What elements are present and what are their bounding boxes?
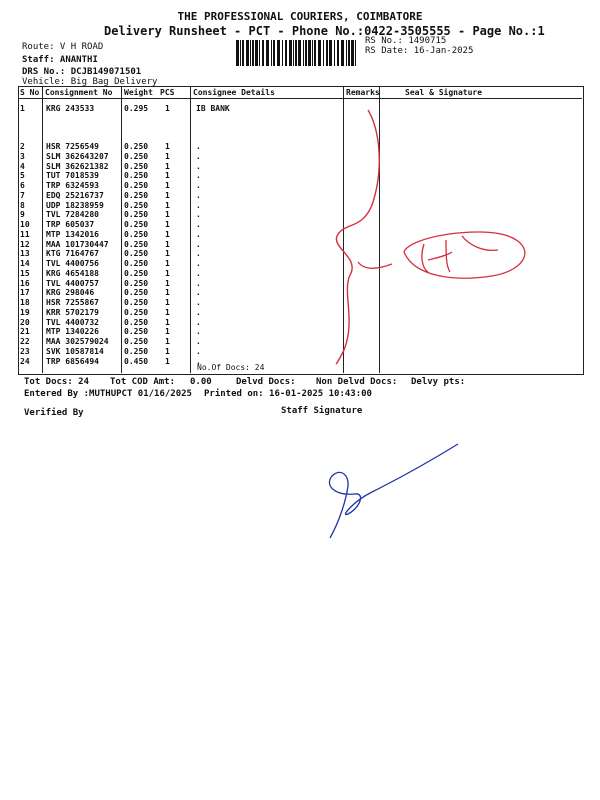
row-consignee-details: .	[196, 229, 201, 239]
row-consignment-no: KRR 5702179	[46, 307, 99, 317]
row-consignment-no: SLM 362621382	[46, 161, 109, 171]
row-consignee-details: .	[196, 220, 201, 229]
row-pcs: 1	[165, 220, 170, 229]
company-name: THE PROFESSIONAL COURIERS, COIMBATORE	[177, 10, 423, 23]
vehicle: Vehicle: Big Bag Delivery	[22, 77, 158, 87]
row-consignee-details: .	[196, 337, 201, 346]
row-weight: 0.250	[124, 142, 149, 151]
row-consignment-no: KRG 298046	[46, 288, 95, 298]
row-consignment-no: TRP 605037	[46, 220, 95, 229]
red-remark-arrow	[358, 262, 392, 268]
row-sno: 6	[20, 181, 25, 190]
col-header-pcs: PCS	[160, 88, 175, 97]
verified-by: Verified By	[24, 408, 84, 418]
row-consignment-no: TUT 7018539	[46, 171, 99, 181]
row-sno: 16	[20, 278, 30, 288]
row-sno: 2	[20, 142, 25, 151]
row-consignment-no: KTG 7164767	[46, 249, 99, 259]
row-weight: 0.250	[124, 337, 149, 346]
row-weight: 0.250	[124, 249, 149, 259]
row-pcs: 1	[165, 288, 170, 298]
route: Route: V H ROAD	[22, 42, 104, 52]
row-consignee-details: IB BANK	[196, 104, 230, 113]
row-weight: 0.250	[124, 259, 149, 268]
row-sno: 4	[20, 161, 25, 171]
row-weight: 0.295	[124, 104, 149, 113]
row-sno: 3	[20, 151, 25, 161]
row-pcs: 1	[165, 104, 170, 113]
staff-signature-label: Staff Signature	[281, 406, 363, 416]
row-consignee-details: .	[196, 268, 201, 278]
row-weight: 0.250	[124, 151, 149, 161]
row-consignment-no: MTP 1340226	[46, 327, 99, 337]
total-docs: Tot Docs: 24	[24, 377, 90, 387]
row-pcs: 1	[165, 151, 170, 161]
row-sno: 21	[20, 327, 30, 337]
row-sno: 13	[20, 249, 30, 259]
row-sno: 19	[20, 307, 30, 317]
row-consignee-details: .	[196, 190, 201, 200]
col-header-consignee: Consignee Details	[193, 88, 275, 97]
col-header-consignment: Consignment No	[45, 88, 113, 97]
rs-number: RS No.: 1490715	[365, 36, 447, 46]
row-pcs: 1	[165, 161, 170, 171]
row-sno: 20	[20, 317, 30, 327]
row-consignment-no: UDP 18238959	[46, 200, 104, 210]
row-consignee-details: .	[196, 317, 201, 327]
row-consignee-details: .	[196, 346, 201, 356]
drs-number: DRS No.: DCJB149071501	[22, 67, 142, 77]
row-pcs: 1	[165, 337, 170, 346]
row-consignee-details: .	[196, 151, 201, 161]
row-consignee-details: .	[196, 161, 201, 171]
non-delivered-docs: Non Delvd Docs:	[316, 377, 398, 387]
row-sno: 7	[20, 190, 25, 200]
row-consignment-no: TRP 6856494	[46, 356, 99, 366]
staff: Staff: ANANTHI	[22, 55, 98, 65]
row-consignee-details: .	[196, 298, 201, 307]
row-weight: 0.250	[124, 229, 149, 239]
printed-on: Printed on: 16-01-2025 10:43:00	[204, 389, 372, 399]
runsheet-title: Delivery Runsheet - PCT - Phone No.:0422-3505555 - Page No.:1	[104, 24, 545, 38]
row-weight: 0.250	[124, 288, 149, 298]
row-consignee-details: .	[196, 307, 201, 317]
row-consignee-details: .	[196, 142, 201, 151]
row-consignment-no: TVL 4400757	[46, 278, 99, 288]
no-of-docs: No.Of Docs: 24	[197, 363, 265, 372]
col-header-weight: Weight	[124, 88, 153, 97]
row-weight: 0.250	[124, 346, 149, 356]
row-pcs: 1	[165, 317, 170, 327]
row-consignment-no: SLM 362643207	[46, 151, 109, 161]
row-consignment-no: KRG 4654188	[46, 268, 99, 278]
row-pcs: 1	[165, 190, 170, 200]
red-remark-scribble	[336, 110, 379, 364]
row-sno: 12	[20, 239, 30, 249]
row-consignee-details: .	[196, 200, 201, 210]
row-weight: 0.250	[124, 278, 149, 288]
row-consignee-details: .	[196, 278, 201, 288]
row-sno: 17	[20, 288, 30, 298]
row-sno: 24	[20, 356, 30, 366]
row-pcs: 1	[165, 307, 170, 317]
row-consignee-details: .	[196, 171, 201, 181]
row-pcs: 1	[165, 268, 170, 278]
row-consignee-details: .	[196, 239, 201, 249]
row-pcs: 1	[165, 327, 170, 337]
row-sno: 8	[20, 200, 25, 210]
row-weight: 0.250	[124, 200, 149, 210]
row-pcs: 1	[165, 171, 170, 181]
delivered-docs: Delvd Docs:	[236, 377, 296, 387]
row-weight: 0.250	[124, 307, 149, 317]
row-consignee-details: .	[196, 327, 201, 337]
row-weight: 0.250	[124, 239, 149, 249]
row-consignee-details: .	[196, 259, 201, 268]
row-pcs: 1	[165, 346, 170, 356]
row-consignment-no: MAA 302579024	[46, 337, 109, 346]
row-consignment-no: HSR 7255867	[46, 298, 99, 307]
entered-by: Entered By :MUTHUPCT 01/16/2025	[24, 389, 192, 399]
row-weight: 0.250	[124, 268, 149, 278]
row-consignment-no: EDQ 25216737	[46, 190, 104, 200]
row-sno: 10	[20, 220, 30, 229]
row-sno: 9	[20, 210, 25, 220]
row-weight: 0.250	[124, 190, 149, 200]
row-consignee-details: .	[196, 249, 201, 259]
row-pcs: 1	[165, 259, 170, 268]
row-pcs: 1	[165, 278, 170, 288]
row-pcs: 1	[165, 142, 170, 151]
row-pcs: 1	[165, 298, 170, 307]
row-weight: 0.250	[124, 327, 149, 337]
row-pcs: 1	[165, 181, 170, 190]
row-consignment-no: KRG 243533	[46, 104, 95, 113]
row-consignment-no: TVL 7284280	[46, 210, 99, 220]
row-weight: 0.450	[124, 356, 149, 366]
row-consignment-no: HSR 7256549	[46, 142, 99, 151]
row-sno: 15	[20, 268, 30, 278]
row-weight: 0.250	[124, 220, 149, 229]
row-pcs: 1	[165, 210, 170, 220]
row-weight: 0.250	[124, 171, 149, 181]
row-sno: 5	[20, 171, 25, 181]
row-sno: 14	[20, 259, 30, 268]
row-consignee-details: .	[196, 181, 201, 190]
row-sno: 1	[20, 104, 25, 113]
total-cod-label: Tot COD Amt:	[110, 377, 176, 387]
row-weight: 0.250	[124, 317, 149, 327]
row-consignee-details: .	[196, 210, 201, 220]
row-sno: 22	[20, 337, 30, 346]
row-consignment-no: MTP 1342016	[46, 229, 99, 239]
row-pcs: 1	[165, 239, 170, 249]
row-sno: 11	[20, 229, 30, 239]
row-consignment-no: TVL 4400756	[46, 259, 99, 268]
col-header-seal: Seal & Signature	[405, 88, 483, 97]
blue-staff-signature	[329, 444, 458, 538]
row-weight: 0.250	[124, 161, 149, 171]
row-pcs: 1	[165, 200, 170, 210]
row-weight: 0.250	[124, 210, 149, 220]
rs-date: RS Date: 16-Jan-2025	[365, 46, 474, 56]
row-sno: 18	[20, 298, 30, 307]
total-cod-value: 0.00	[190, 377, 212, 387]
row-sno: 23	[20, 346, 30, 356]
row-weight: 0.250	[124, 298, 149, 307]
row-consignment-no: TRP 6324593	[46, 181, 99, 190]
col-header-sno: S No	[20, 88, 40, 97]
row-consignment-no: MAA 101730447	[46, 239, 109, 249]
row-pcs: 1	[165, 249, 170, 259]
row-consignment-no: SVK 10587814	[46, 346, 104, 356]
delivery-points: Delvy pts:	[411, 377, 466, 387]
red-initials	[404, 232, 525, 278]
row-consignee-details: .	[196, 288, 201, 298]
col-header-remarks: Remarks	[346, 88, 380, 97]
row-consignment-no: TVL 4400732	[46, 317, 99, 327]
row-weight: 0.250	[124, 181, 149, 190]
row-pcs: 1	[165, 356, 170, 366]
row-consignee-details: .	[196, 356, 201, 366]
row-pcs: 1	[165, 229, 170, 239]
